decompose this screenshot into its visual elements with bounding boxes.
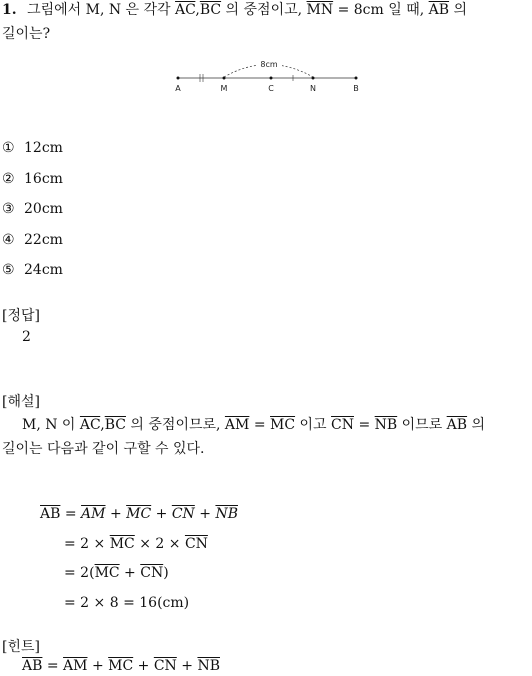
question-text-2: 의 중점이고, <box>225 2 303 18</box>
measure-label: 8cm <box>260 60 278 69</box>
question-text-1: 그림에서 M, N 은 각각 <box>27 2 171 18</box>
segment-am: $\overline{AM}$ <box>63 658 88 674</box>
plus: + <box>87 658 109 674</box>
exp-text-3: 이고 <box>299 417 327 433</box>
segment-am: $\overline{AM}$ <box>81 506 106 522</box>
plus: + <box>176 658 198 674</box>
choice-text: 16cm <box>24 171 63 187</box>
point-m <box>223 77 226 80</box>
comma: , <box>100 417 105 433</box>
choice-mark: ① <box>2 140 15 156</box>
label-b: B <box>353 84 359 93</box>
segment-mc: $\overline{MC}$ <box>126 506 152 522</box>
math-text: = 2( <box>64 565 95 581</box>
exp-text-4: 이므로 <box>401 417 443 433</box>
segment-am: $\overline{AM}$ <box>224 417 250 433</box>
plus: + <box>133 658 154 674</box>
segment-nb: $\overline{NB}$ <box>197 658 220 674</box>
choice-mark: ④ <box>2 232 15 248</box>
segment-diagram <box>168 56 368 96</box>
segment-mn: $\overline{MN}$ <box>306 2 334 18</box>
choice-text: 22cm <box>24 232 63 248</box>
segment-cn: $\overline{CN}$ <box>140 565 164 581</box>
exp-text-2: 의 중점이므로, <box>130 417 221 433</box>
hint-equation <box>22 658 220 674</box>
segment-cn: $\overline{CN}$ <box>184 536 208 552</box>
explanation-title: [해설] <box>2 394 40 410</box>
exp-text-1: M, N 이 <box>22 417 76 433</box>
segment-ac: $\overline{AC}$ <box>175 2 196 18</box>
choice-5[interactable] <box>2 260 63 280</box>
segment-ab: $\overline{AB}$ <box>446 417 468 433</box>
choice-mark: ② <box>2 171 15 187</box>
segment-nb: $\overline{NB}$ <box>215 506 238 522</box>
segment-mc: $\overline{MC}$ <box>94 565 120 581</box>
point-c <box>270 77 273 80</box>
equals: = <box>253 417 266 433</box>
plus: + <box>194 506 216 522</box>
choice-1[interactable] <box>2 138 63 158</box>
label-m: M <box>220 84 228 93</box>
label-a: A <box>175 84 181 93</box>
math-line-2 <box>64 536 208 552</box>
choice-text: 24cm <box>24 262 63 278</box>
question-number: 1. <box>2 2 17 18</box>
question-line <box>2 0 530 20</box>
explanation-line-1 <box>22 414 485 434</box>
choice-3[interactable] <box>2 199 63 219</box>
explanation-line-2: 길이는 다음과 같이 구할 수 있다. <box>2 441 205 457</box>
segment-ab: $\overline{AB}$ <box>40 506 61 522</box>
choice-4[interactable] <box>2 230 63 250</box>
segment-cn: $\overline{CN}$ <box>171 506 195 522</box>
equals: = <box>42 658 64 674</box>
plus: + <box>105 506 127 522</box>
math-text: × 2 × <box>134 536 185 552</box>
point-n <box>312 77 315 80</box>
math-text: = 2 × <box>64 536 110 552</box>
equals: = <box>60 506 82 522</box>
segment-mc: $\overline{MC}$ <box>108 658 134 674</box>
segment-mc: $\overline{MC}$ <box>270 417 296 433</box>
question-line-2: 길이는? <box>2 26 51 42</box>
label-n: N <box>310 84 316 93</box>
segment-ac: $\overline{AC}$ <box>79 417 101 433</box>
equals: = <box>358 417 371 433</box>
choice-mark: ③ <box>2 201 15 217</box>
segment-cn: $\overline{CN}$ <box>331 417 354 433</box>
segment-nb: $\overline{NB}$ <box>374 417 398 433</box>
choice-mark: ⑤ <box>2 262 15 278</box>
choice-text: 12cm <box>24 140 63 156</box>
math-text: ) <box>163 565 169 581</box>
comma: , <box>195 2 200 18</box>
choice-text: 20cm <box>24 201 63 217</box>
math-line-1 <box>40 506 238 522</box>
point-b <box>355 77 358 80</box>
plus: + <box>151 506 172 522</box>
label-c: C <box>268 84 274 93</box>
math-line-3 <box>64 565 169 581</box>
question-text-3: = 8cm 일 때, <box>337 2 425 18</box>
math-line-4: = 2 × 8 = 16(cm) <box>64 595 190 611</box>
plus: + <box>119 565 141 581</box>
choice-2[interactable] <box>2 169 63 189</box>
question-text-4: 의 <box>453 2 468 18</box>
segment-cn: $\overline{CN}$ <box>153 658 177 674</box>
segment-bc: $\overline{BC}$ <box>104 417 126 433</box>
answer-value: 2 <box>22 329 31 345</box>
hint-title: [힌트] <box>2 639 40 655</box>
segment-bc: $\overline{BC}$ <box>199 2 222 18</box>
point-a <box>177 77 180 80</box>
answer-title: [정답] <box>2 308 40 324</box>
segment-ab: $\overline{AB}$ <box>22 658 43 674</box>
segment-mc: $\overline{MC}$ <box>109 536 135 552</box>
segment-ab: $\overline{AB}$ <box>428 2 450 18</box>
exp-text-5: 의 <box>471 417 486 433</box>
